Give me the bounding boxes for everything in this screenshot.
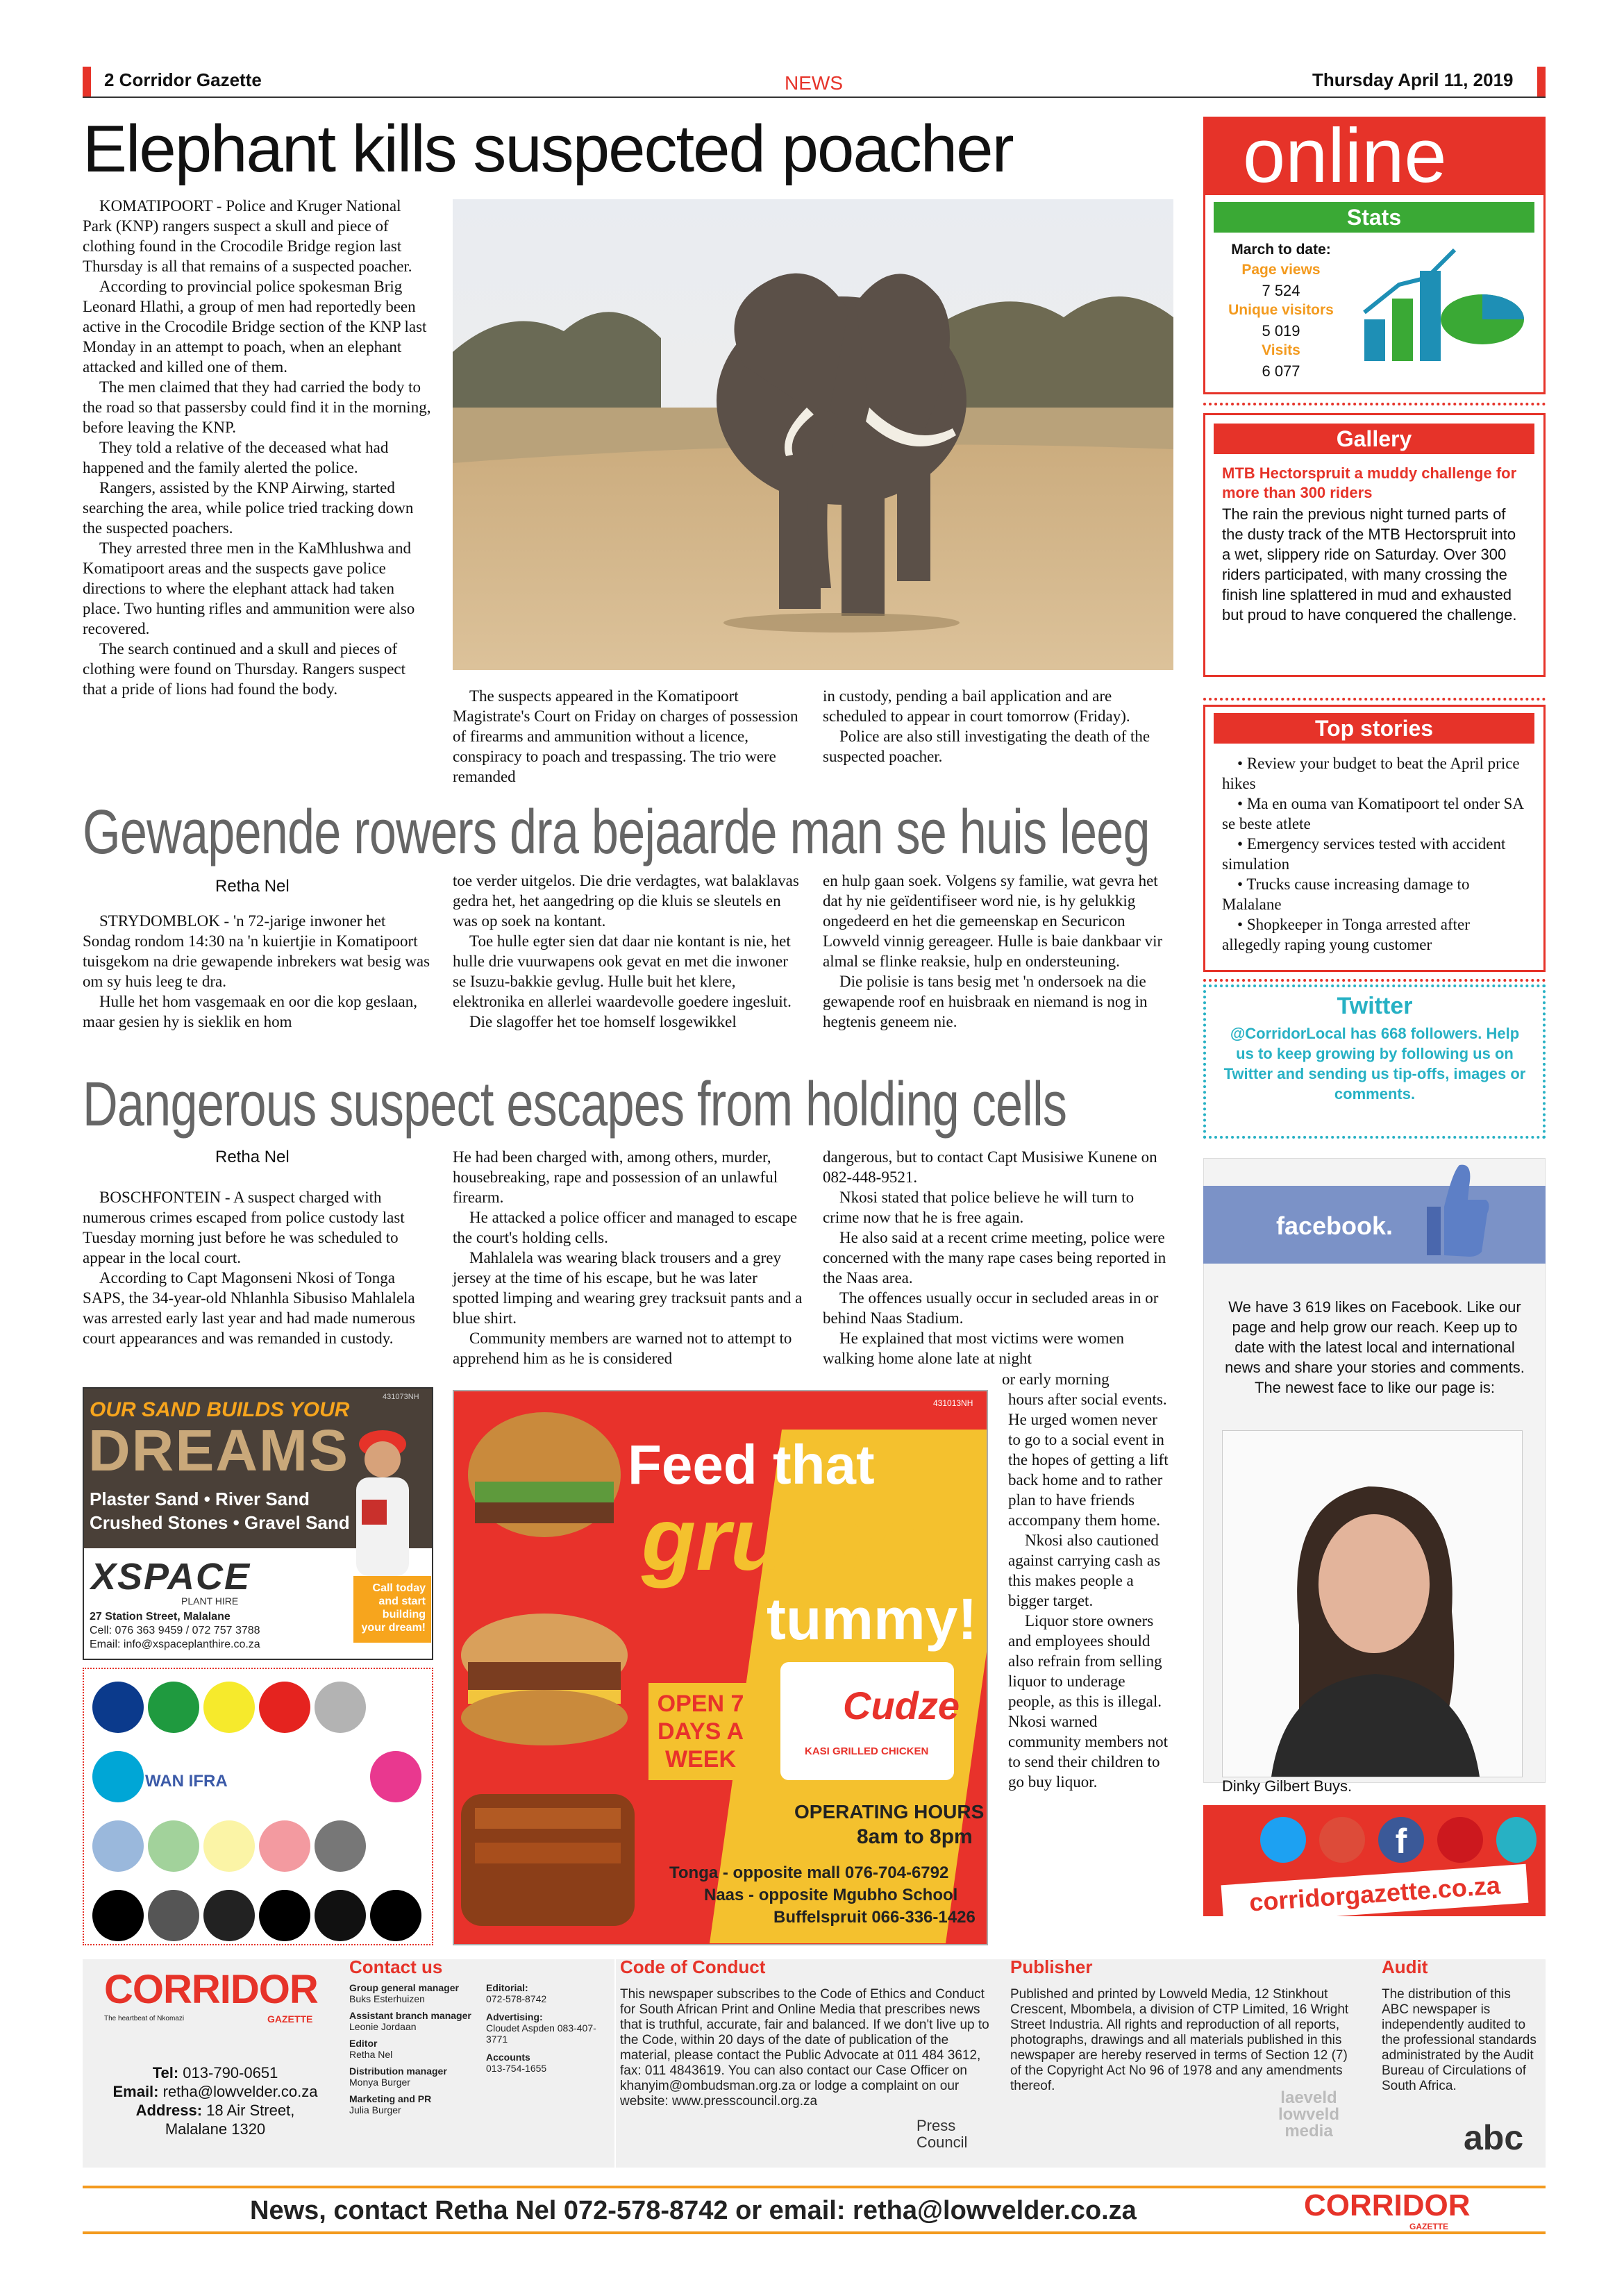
youtube-icon[interactable] <box>1437 1817 1483 1863</box>
cudze-loc3: Buffelspruit 066-336-1426 <box>773 1908 976 1927</box>
cudze-code: 431013NH <box>933 1398 973 1408</box>
elephant-photo <box>453 199 1173 670</box>
xspace-line2: DREAMS <box>88 1418 350 1483</box>
footer-logo-sub: GAZETTE <box>267 2013 313 2025</box>
stats-uv-value: 5 019 <box>1262 322 1300 340</box>
xspace-line1: OUR SAND BUILDS YOUR <box>90 1398 350 1421</box>
thumbs-up-icon <box>1409 1158 1493 1262</box>
gallery-title[interactable]: MTB Hectorspruit a muddy challenge for more than 300 riders <box>1222 464 1517 501</box>
color-swatch <box>315 1820 366 1872</box>
twitter-heading: Twitter <box>1337 993 1413 1019</box>
stats-chart-icon <box>1350 236 1531 375</box>
article1-col2: The suspects appeared in the Komatipoort Magistrate's Court on Friday on charges of possession of firearms and ammunition without a licence, conspiracy to poach and trespassing. The trio were remanded <box>453 687 798 785</box>
wan-ifra-logo: WAN IFRA <box>145 1772 228 1791</box>
conduct-heading: Code of Conduct <box>620 1956 766 1977</box>
stats-heading: Stats <box>1214 202 1534 233</box>
bottom-logo: CORRIDOR <box>1304 2188 1471 2222</box>
xspace-ad[interactable] <box>83 1387 433 1660</box>
article3-col2: He had been charged with, among others, murder, housebreaking, rape and possession of an unlawful firearm. He attacked a police officer and managed to escape the court's holding cells. Mahlalela was wearing black trousers and a grey jersey at the time of his escape, but he was later spotted limping and wearing grey tracksuit pants and a blue shirt. Community members are warned not to attempt to apprehend him as he is considered <box>453 1148 803 1367</box>
twitter-icon[interactable] <box>1260 1817 1306 1863</box>
article3-byline: Retha Nel <box>215 1148 290 1166</box>
color-swatch <box>203 1890 255 1941</box>
color-swatch <box>203 1682 255 1733</box>
google-icon[interactable] <box>1319 1817 1365 1863</box>
sidebar-sep3 <box>1203 979 1546 982</box>
share-icon[interactable] <box>1496 1817 1537 1863</box>
press-council-logo: Press Council <box>916 2117 968 2151</box>
cudze-grumpy: grumpy <box>642 1490 968 1589</box>
footer-address-block: Tel: 013-790-0651 Email: retha@lowvelder.co.za Address: 18 Air Street, Malalane 1320 <box>112 2064 318 2138</box>
article3-col1: BOSCHFONTEIN - A suspect charged with numerous crimes escaped from police custody last Tuesday morning just before he was scheduled to appear in the local court. According to Capt Magonseni Nkosi of Tonga SAPS, the 34-year-old Nhlanhla Sibusiso Mahlalela was arrested early last year and had made numerous court appearances and was remanded in custody. <box>83 1189 415 1347</box>
gallery-text: The rain the previous night turned parts of the dusty track of the MTB Hectorspruit into a wet, slippery ride on Saturday. Over 300 riders participated, with many crossing the finish line splattered in mud and exhausted but proud to have conquered the challenge. <box>1222 505 1517 623</box>
top-story-item[interactable]: • Shopkeeper in Tonga arrested after allegedly raping young customer <box>1222 916 1470 953</box>
color-swatch <box>203 1820 255 1872</box>
article2-col2: toe verder uitgelos. Die drie verdagtes, wat balaklavas gedra het, het aangedring op die kluis se sleutels en was op soek na kontant. Toe hulle egter sien dat daar nie kontant is nie, het hulle drie vuurwapens ook gevat en met die inwoner se Isuzu-bakkie gevlug. Hulle buit het klere, elektronika en allerlei waardevolle goedere ingesluit. Die slagoffer het toe homself losgewikkel <box>453 872 799 1030</box>
online-title: online <box>1243 118 1447 190</box>
conduct-text: This newspaper subscribes to the Code of Ethics and Conduct for South African Print and Online Media that prescribes news that is truthful, accurate, fair and balanced. If we don't live up to the Code, within 20 days of the date of publication of the material, please contact the Public Advocate at 011 484 3612, fax: 011 4843619. You can also contact our Case Officer on khanyim@ombudsman.org.za or lodge a complaint on our website: www.presscouncil.org.za <box>620 1987 989 2109</box>
top-story-item[interactable]: • Review your budget to beat the April price hikes <box>1222 755 1520 792</box>
abc-logo: abc <box>1464 2118 1524 2157</box>
article1-headline: Elephant kills suspected poacher <box>83 112 1013 186</box>
cudze-tummy: tummy! <box>767 1586 978 1652</box>
colorbar <box>83 1668 433 1945</box>
cudze-brand-sub: KASI GRILLED CHICKEN <box>805 1745 929 1757</box>
dinky-caption: Dinky Gilbert Buys. <box>1222 1777 1353 1795</box>
xspace-products1: Plaster Sand • River Sand <box>90 1489 310 1509</box>
article3-col4-lead: or early morning <box>1002 1371 1110 1388</box>
sidebar-sep2 <box>1203 698 1546 701</box>
article2-col1: STRYDOMBLOK - 'n 72-jarige inwoner het Sondag rondom 14:30 na 'n kuiertjie in Komatipoort tuisgekom na drie gewapende inbrekers wat besig was om sy huis leeg te dra. Hulle het hom vasgemaak en oor die kop geslaan, maar gesien hy is sieklik en hom <box>83 912 430 1030</box>
xspace-products2: Crushed Stones • Gravel Sand <box>90 1512 350 1533</box>
color-swatch <box>259 1682 310 1733</box>
dinky-photo <box>1222 1430 1523 1777</box>
section-label: NEWS <box>785 72 843 94</box>
top-stories-list <box>1222 753 1527 955</box>
food-images <box>454 1391 648 1945</box>
lowveld-logo: laeveld lowveld media <box>1278 2088 1340 2140</box>
stats-pv-label: Page views <box>1241 262 1321 278</box>
worker-figure <box>341 1416 424 1576</box>
cudze-open: OPEN 7 DAYS A WEEK <box>648 1683 753 1780</box>
publisher-heading: Publisher <box>1010 1956 1093 1977</box>
header-left-marker <box>83 67 91 97</box>
publisher-text: Published and printed by Lowveld Media, 12 Stinkhout Crescent, Mbombela, a division of CTP Limited, 16 Wright Street Industria. All rights and reproduction of all reports, photographs, drawings and all materials published in this newspaper are hereby reserved in terms of Section 12 (7) of the Copyright Act No 96 of 1978 and any amendments thereof. <box>1010 1987 1349 2093</box>
article2-byline: Retha Nel <box>215 877 290 896</box>
sidebar-sep1 <box>1203 403 1546 405</box>
color-swatch <box>370 1751 421 1802</box>
stats-pv-value: 7 524 <box>1262 282 1300 299</box>
color-swatch <box>259 1820 310 1872</box>
stats-uv-label: Unique visitors <box>1228 302 1334 318</box>
gallery-heading: Gallery <box>1214 424 1534 454</box>
color-swatch <box>148 1890 199 1941</box>
top-stories-heading: Top stories <box>1214 713 1534 744</box>
color-swatch <box>92 1682 144 1733</box>
cudze-loc2: Naas - opposite Mgubho School <box>704 1886 958 1904</box>
stats-label: March to date: <box>1231 242 1331 258</box>
footer-logo: CORRIDOR <box>104 1967 318 2012</box>
site-url[interactable]: corridorgazette.co.za <box>1221 1864 1529 1925</box>
bottom-banner-text[interactable]: News, contact Retha Nel 072-578-8742 or email: retha@lowvelder.co.za <box>250 2196 1137 2225</box>
top-story-item[interactable]: • Trucks cause increasing damage to Malalane <box>1222 875 1470 913</box>
contact-list-2: Editorial: 072-578-8742 Advertising: Cloudet Aspden 083-407-3771 Accounts 013-754-1655 <box>486 1982 596 2074</box>
date-label: Thursday April 11, 2019 <box>1312 69 1514 90</box>
article3-col3: dangerous, but to contact Capt Musisiwe Kunene on 082-448-9521. Nkosi stated that police believe he will turn to crime now that he is free again. He also said at a recent crime meeting, police were concerned with the many rape cases being reported in the Naas area. The offences usually occur in secluded areas in or behind Naas Stadium. He explained that most victims were women walking home alone late at night <box>823 1148 1166 1367</box>
footer-divider-1 <box>614 1959 616 2168</box>
color-swatch <box>315 1890 366 1941</box>
cudze-feed: Feed that <box>628 1434 875 1495</box>
top-story-item[interactable]: • Emergency services tested with accident simulation <box>1222 835 1506 873</box>
color-swatch <box>259 1890 310 1941</box>
stats-v-value: 6 077 <box>1262 362 1300 380</box>
contact-heading: Contact us <box>349 1956 443 1977</box>
color-swatch <box>370 1890 421 1941</box>
cudze-loc1: Tonga - opposite mall 076-704-6792 <box>669 1863 949 1882</box>
color-swatch <box>148 1820 199 1872</box>
facebook-icon[interactable]: f <box>1378 1817 1424 1863</box>
twitter-text[interactable]: @CorridorLocal has 668 followers. Help us to keep growing by following us on Twitter and sending us tip-offs, images or comments. <box>1223 1025 1526 1103</box>
color-swatch <box>92 1820 144 1872</box>
article1-col3: in custody, pending a bail application and are scheduled to appear in court tomorrow (Friday). Police are also still investigating the death of the suspected poacher. <box>823 687 1150 765</box>
cudze-brand: Cudze <box>843 1684 960 1727</box>
color-swatch <box>92 1890 144 1941</box>
footer-email[interactable]: retha@lowvelder.co.za <box>162 2083 318 2100</box>
stats-v-label: Visits <box>1262 342 1300 358</box>
article1-col1: KOMATIPOORT - Police and Kruger National Park (KNP) rangers suspect a skull and piece of clothing found in the Crocodile Bridge region last Thursday is all that remains of a suspected poacher. According to provincial police spokesman Brig Leonard Hlathi, a group of men had reportedly been active in the Crocodile Bridge section of the KNP last Monday in an attempt to poach, when an elephant attacked and killed one of them. The men claimed that they had carried the body to the road so that passersby could find it in the morning, before leaving the KNP. They told a relative of the deceased what had happened and the family alerted the police. Rangers, assisted by the KNP Airwing, started searching the area, while police tried tracking down the suspected poachers. They arrested three men in the KaMhlushwa and Komatipoort areas and the suspects gave police directions to where the elephant attack had taken place. Two hunting rifles and ammunition were also recovered. The search continued and a skull and pieces of clothing were found on Thursday. Rangers suspect that a pride of lions had found the body. <box>83 197 431 698</box>
cudze-hours: 8am to 8pm <box>857 1825 973 1848</box>
page-label: 2 Corridor Gazette <box>104 69 262 90</box>
cudze-ad[interactable] <box>453 1390 988 1945</box>
color-swatch <box>92 1751 144 1802</box>
article3-headline: Dangerous suspect escapes from holding cells <box>83 1070 1067 1139</box>
bottom-logo-sub: GAZETTE <box>1409 2222 1448 2231</box>
xspace-cta: Call today and start building your dream! <box>353 1576 431 1643</box>
header-rule <box>83 97 1546 98</box>
top-story-item[interactable]: • Ma en ouma van Komatipoort tel onder SA se beste atlete <box>1222 795 1523 832</box>
color-swatch <box>148 1682 199 1733</box>
color-swatch <box>315 1682 366 1733</box>
audit-text: The distribution of this ABC newspaper is independently audited to the professional standards administrated by the Audit Bureau of Circulations of South Africa. <box>1382 1987 1537 2093</box>
xspace-addr3: Email: info@xspaceplanthire.co.za <box>90 1639 260 1650</box>
xspace-brand: XSPACE <box>91 1556 251 1598</box>
xspace-addr2: Cell: 076 363 9459 / 072 757 3788 <box>90 1625 260 1636</box>
article2-col3: en hulp gaan soek. Volgens sy familie, wat gevra het dat hy nie geïdentifiseer word nie, is hy gelukkig ongedeerd en het die gemeenskap en Securicon Lowveld vinnig gereageer. Hulle is baie dankbaar vir almal se flinke reaksie, hulp en ondersteuning. Die polisie is tans besig met 'n ondersoek na die gewapende roof en huisbraak en niemand is nog in hegtenis geneem nie. <box>823 872 1163 1030</box>
header-right-marker <box>1537 67 1546 97</box>
xspace-brand-sub: PLANT HIRE <box>181 1595 239 1607</box>
cudze-hours-label: OPERATING HOURS <box>794 1801 985 1822</box>
xspace-code: 431073NH <box>383 1393 419 1401</box>
facebook-text: We have 3 619 likes on Facebook. Like our page and help grow our reach. Keep up to date with the latest local and international news and share your stories and comments. The newest face to like our page is: <box>1225 1298 1525 1396</box>
article2-headline: Gewapende rowers dra bejaarde man se huis leeg <box>83 798 1150 867</box>
xspace-addr1: 27 Station Street, Malalane <box>90 1611 231 1623</box>
facebook-logo: facebook. <box>1276 1212 1393 1240</box>
audit-heading: Audit <box>1382 1956 1428 1977</box>
footer-tagline: The heartbeat of Nkomazi <box>104 2015 185 2022</box>
article3-col4: hours after social events. He urged women never to go to a social event in the hopes of getting a lift back home and to rather plan to have friends accompany them home. Nkosi also cautioned against carrying cash as this makes people a bigger target. Liquor store owners and employees should also refrain from selling liquor to underage people, as this is illegal. Nkosi warned community members not to send their children to go buy liquor. <box>1008 1391 1169 1791</box>
contact-list: Group general manager Buks Esterhuizen Assistant branch manager Leonie Jordaan Editor Retha Nel Distribution manager Monya Burger Marketing and PR Julia Burger <box>349 1982 471 2115</box>
